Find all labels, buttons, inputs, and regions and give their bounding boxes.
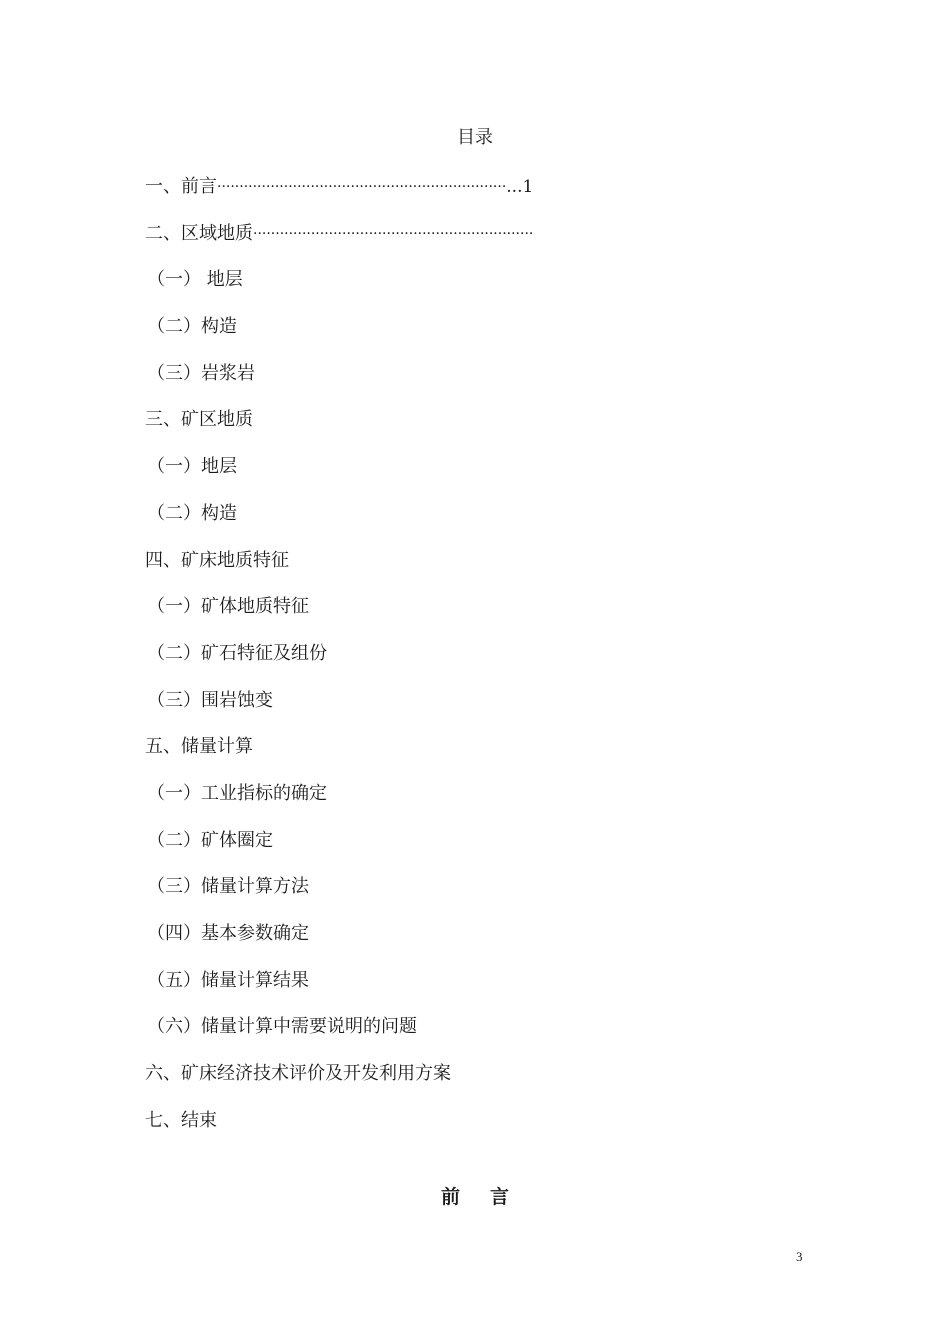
toc-entry-label: （六）储量计算中需要说明的问题 (147, 1016, 417, 1038)
toc-dot-leader: ······························································· (253, 225, 534, 242)
toc-entry-label: 一、前言 (145, 176, 217, 197)
toc-entry-label: 二、区域地质 (145, 222, 253, 244)
toc-entry[interactable] (145, 267, 805, 314)
toc-entry-label: （一）工业指标的确定 (147, 782, 327, 804)
toc-entry[interactable] (145, 781, 805, 828)
toc-entry[interactable] (145, 1014, 805, 1061)
toc-entry-label: （三）围岩蚀变 (147, 689, 273, 711)
toc-entry[interactable] (145, 1061, 805, 1108)
toc-entry[interactable] (145, 968, 805, 1015)
toc-page-number: ...1 (506, 177, 534, 197)
toc-entry-label: （一） 地层 (147, 269, 243, 291)
toc-entry-label: 七、结束 (145, 1109, 217, 1131)
section-heading: 前言 (440, 1186, 539, 1208)
page-number: 3 (796, 1249, 803, 1264)
toc-entry[interactable] (145, 1108, 805, 1155)
toc-entry-label: 六、矿床经济技术评价及开发利用方案 (145, 1063, 451, 1085)
toc-entry-label: （二）构造 (147, 316, 237, 338)
toc-entry-label: （一）矿体地质特征 (147, 596, 309, 618)
toc-entry[interactable] (145, 174, 805, 221)
toc-entry-label: （五）储量计算结果 (147, 969, 309, 991)
table-of-contents (145, 174, 805, 1154)
toc-entry-label: 五、储量计算 (145, 736, 253, 758)
toc-entry-label: （四）基本参数确定 (147, 923, 309, 944)
toc-entry[interactable] (145, 314, 805, 361)
toc-entry[interactable] (145, 594, 805, 641)
toc-entry[interactable] (145, 688, 805, 735)
toc-dot-leader: ································································· (217, 179, 507, 195)
toc-entry-label: （一）地层 (147, 456, 237, 478)
toc-entry[interactable] (145, 641, 805, 688)
toc-title: 目录 (457, 127, 493, 148)
toc-entry[interactable] (145, 548, 805, 595)
toc-entry[interactable] (145, 454, 805, 501)
toc-entry[interactable] (145, 874, 805, 921)
toc-entry[interactable] (145, 734, 805, 781)
toc-entry[interactable] (145, 407, 805, 454)
toc-entry[interactable] (145, 501, 805, 548)
toc-entry[interactable] (145, 921, 805, 968)
toc-entry[interactable] (145, 361, 805, 408)
toc-entry-label: （三）储量计算方法 (147, 876, 309, 898)
toc-entry-label: （二）矿石特征及组份 (147, 642, 327, 664)
toc-entry-label: 四、矿床地质特征 (145, 549, 289, 571)
toc-entry-label: （二）矿体圈定 (147, 829, 273, 851)
toc-entry-label: 三、矿区地质 (145, 409, 253, 431)
toc-entry[interactable] (145, 828, 805, 875)
toc-entry-label: （二）构造 (147, 502, 237, 524)
toc-entry-label: （三）岩浆岩 (147, 362, 255, 384)
toc-entry[interactable] (145, 221, 805, 268)
